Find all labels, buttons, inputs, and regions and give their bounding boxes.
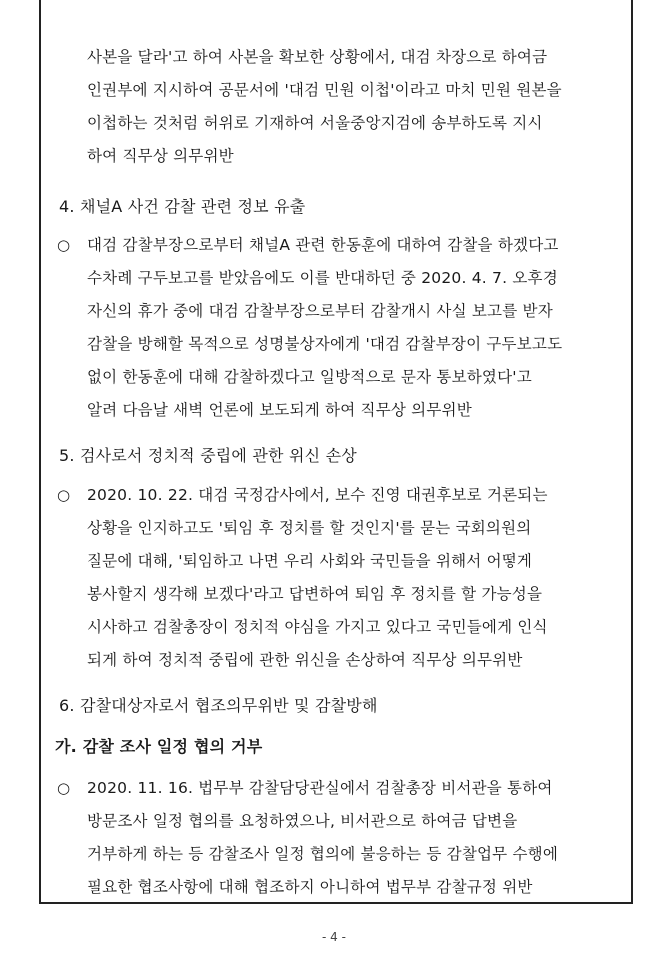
intro-line: 이첩하는 것처럼 허위로 기재하여 서울중앙지검에 송부하도록 지시 [87,114,543,132]
section-5-line: 질문에 대해, '퇴임하고 나면 우리 사회와 국민들을 위해서 어떻게 [87,552,533,570]
section-4-line: 수차례 구두보고를 받았음에도 이를 반대하던 중 2020. 4. 7. 오후경 [87,269,558,287]
bullet-icon: ○ [57,236,71,254]
intro-line: 하여 직무상 의무위반 [87,147,234,165]
section-4-line: 알려 다음날 새벽 언론에 보도되게 하여 직무상 의무위반 [87,401,472,419]
section-5-heading: 5. 검사로서 정치적 중립에 관한 위신 손상 [59,446,357,465]
section-5-line: 2020. 10. 22. 대검 국정감사에서, 보수 진영 대권후보로 거론되는 [87,486,548,504]
intro-line: 사본을 달라'고 하여 사본을 확보한 상황에서, 대검 차장으로 하여금 [87,48,548,66]
section-6-line: 방문조사 일정 협의를 요청하였으나, 비서관으로 하여금 답변을 [87,812,518,830]
bullet-icon: ○ [57,779,71,797]
page-number: - 4 - [322,930,346,944]
section-5-line: 봉사할지 생각해 보겠다'라고 답변하여 퇴임 후 정치를 할 가능성을 [87,585,543,603]
section-4-line: 없이 한동훈에 대해 감찰하겠다고 일방적으로 문자 통보하였다'고 [87,368,532,386]
section-4-line: 자신의 휴가 중에 대검 감찰부장으로부터 감찰개시 사실 보고를 받자 [87,302,553,320]
section-6-line: 필요한 협조사항에 대해 협조하지 아니하여 법무부 감찰규정 위반 [87,878,533,896]
intro-line: 인권부에 지시하여 공문서에 '대검 민원 이첩'이라고 마치 민원 원본을 [87,81,562,99]
section-4-heading: 4. 채널A 사건 감찰 관련 정보 유출 [59,197,306,216]
section-4-line: 감찰을 방해할 목적으로 성명불상자에게 '대검 감찰부장이 구두보고도 [87,335,563,353]
section-6-heading: 6. 감찰대상자로서 협조의무위반 및 감찰방해 [59,696,378,715]
section-5-line: 되게 하여 정치적 중립에 관한 위신을 손상하여 직무상 의무위반 [87,651,523,669]
section-6-line: 거부하게 하는 등 감찰조사 일정 협의에 불응하는 등 감찰업무 수행에 [87,845,558,863]
bullet-icon: ○ [57,486,71,504]
section-5-line: 상황을 인지하고도 '퇴임 후 정치를 할 것인지'를 묻는 국회의원의 [87,519,532,537]
section-4-line: 대검 감찰부장으로부터 채널A 관련 한동훈에 대하여 감찰을 하겠다고 [87,236,559,254]
section-5-line: 시사하고 검찰총장이 정치적 야심을 가지고 있다고 국민들에게 인식 [87,618,548,636]
section-6-subheading: 가. 감찰 조사 일정 협의 거부 [55,737,263,756]
section-6-line: 2020. 11. 16. 법무부 감찰담당관실에서 검찰총장 비서관을 통하여 [87,779,553,797]
